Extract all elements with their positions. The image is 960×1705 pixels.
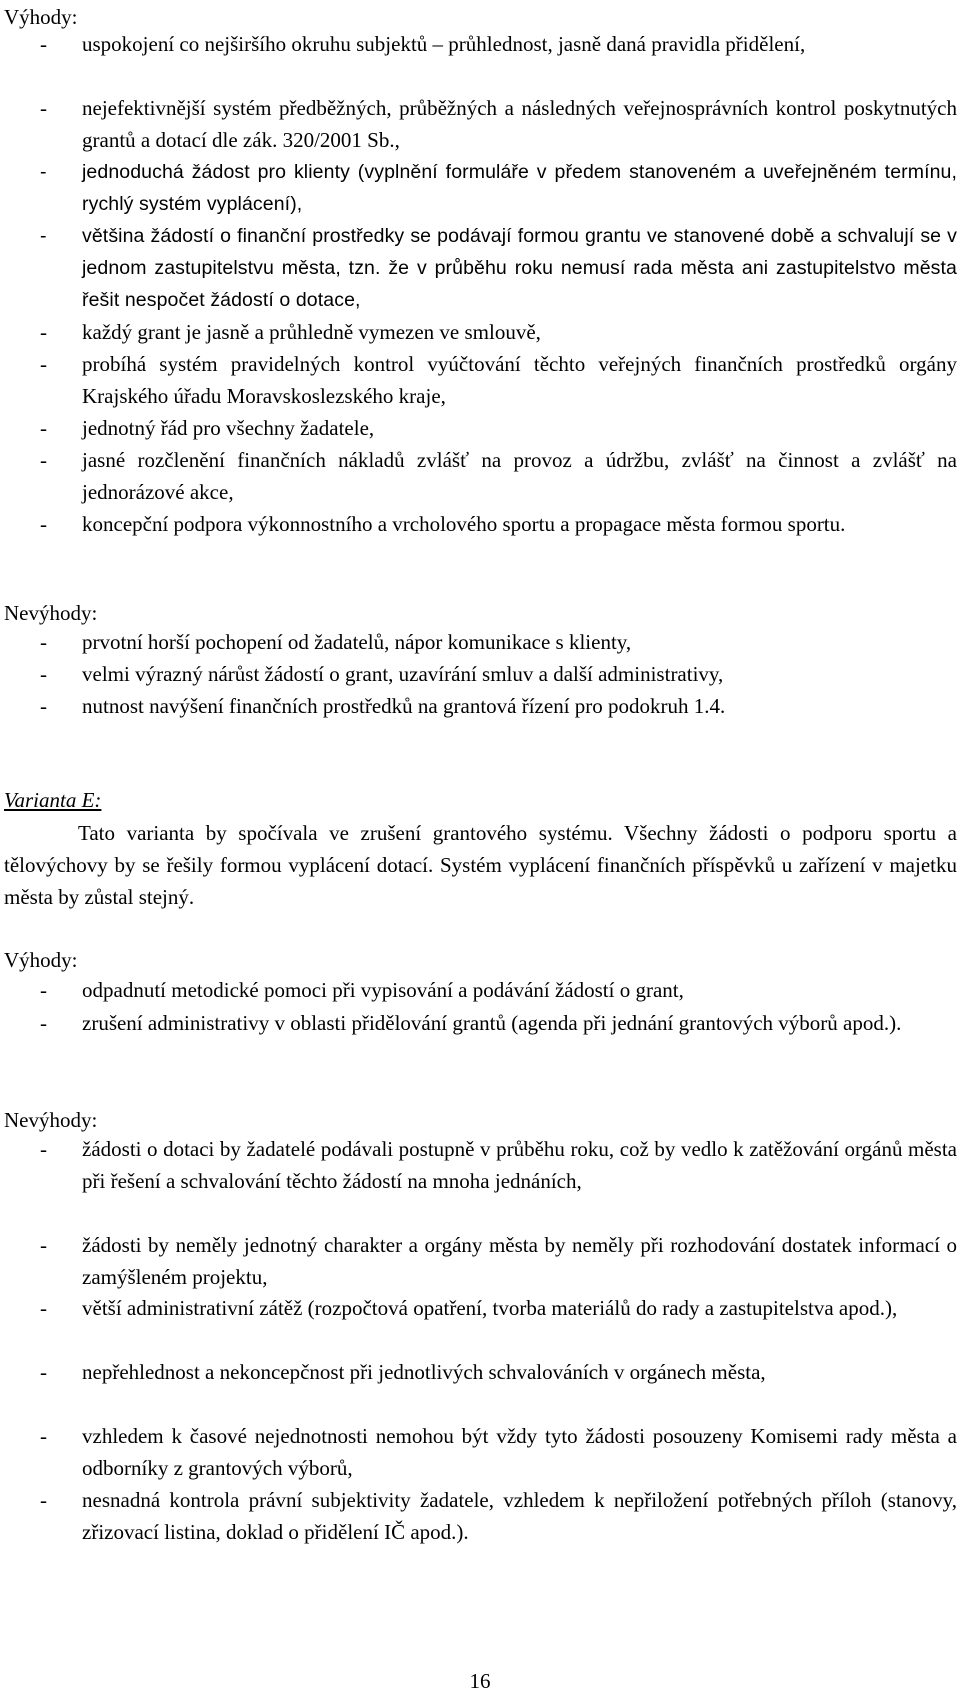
list-item-text: velmi výrazný nárůst žádostí o grant, uzavírání smluv a další administrativy, (82, 662, 724, 686)
list-dash: - (40, 1296, 47, 1320)
list-item-text: každý grant je jasně a průhledně vymezen ve smlouvě, (82, 320, 541, 344)
list-dash: - (40, 96, 47, 120)
page-number: 16 (469, 1669, 491, 1693)
list-item (4, 626, 957, 658)
list-dash: - (40, 694, 47, 718)
list-item-text: nesnadná kontrola právní subjektivity žadatele, vzhledem k nepřiložení potřebných příloh (stanovy, zřizovací listina, doklad o přidělení IČ apod.). (82, 1488, 957, 1544)
list-item-text: žádosti o dotaci by žadatelé podávali postupně v průběhu roku, což by vedlo k zatěžování orgánů města při řešení a schvalování těchto žádostí na mnoha jednáních, (82, 1137, 957, 1193)
list-item (4, 1484, 957, 1548)
list-dash: - (40, 1011, 47, 1035)
list-dash: - (40, 630, 47, 654)
list-item-text: uspokojení co nejširšího okruhu subjektů – průhlednost, jasně daná pravidla přidělení, (82, 32, 806, 56)
list-item (4, 1420, 957, 1484)
list-item-text: jednoduchá žádost pro klienty (vyplnění formuláře v předem stanoveném a uveřejněném termínu, rychlý systém vyplácení), (82, 161, 957, 215)
list-item (4, 690, 957, 722)
list-item-text: koncepční podpora výkonnostního a vrcholového sportu a propagace města formou sportu. (82, 512, 846, 536)
list-item (4, 412, 957, 444)
list-item-text: prvotní horší pochopení od žadatelů, nápor komunikace s klienty, (82, 630, 632, 654)
list-item-text: jasné rozčlenění finančních nákladů zvlášť na provoz a údržbu, zvlášť na činnost a zvlášť na jednorázové akce, (82, 448, 957, 504)
variant-title: Varianta E: (4, 788, 102, 812)
list-item (4, 156, 957, 220)
list-item-text: vzhledem k časové nejednotnosti nemohou být vždy tyto žádosti posouzeny Komisemi rady města a odborníky z grantových výborů, (82, 1424, 957, 1480)
variant-paragraph (4, 817, 957, 913)
list-item-text: žádosti by neměly jednotný charakter a orgány města by neměly při rozhodování dostatek informací o zamýšleném projektu, (82, 1233, 957, 1289)
list-dash: - (40, 1233, 47, 1257)
list-item (4, 1007, 957, 1039)
list-item-text: probíhá systém pravidelných kontrol vyúčtování těchto veřejných finančních prostředků orgány Krajského úřadu Moravskoslezského kraje, (82, 352, 957, 408)
list-dash: - (40, 416, 47, 440)
list-item (4, 1229, 957, 1293)
list-item-text: nejefektivnější systém předběžných, průběžných a následných veřejnosprávních kontrol poskytnutých grantů a dotací dle zák. 320/2001 Sb., (82, 96, 957, 152)
list-item (4, 508, 957, 540)
list-item-text: většina žádostí o finanční prostředky se podávají formou grantu ve stanovené době a schvalují se v jednom zastupitelstvu města, tzn. že v průběhu roku nemusí rada města ani zastupitelstvo města řešit nespočet žádostí o dotace, (82, 225, 957, 311)
cons-heading: Nevýhody: (4, 1108, 98, 1132)
list-item (4, 974, 957, 1006)
list-dash: - (40, 1424, 47, 1448)
list-item (4, 658, 957, 690)
list-item-text: zrušení administrativy v oblasti přidělování grantů (agenda při jednání grantových výborů apod.). (82, 1011, 902, 1035)
list-dash: - (40, 352, 47, 376)
list-dash: - (40, 32, 47, 56)
list-dash: - (40, 1137, 47, 1161)
list-item (4, 348, 957, 412)
list-item (4, 1292, 957, 1324)
list-item (4, 28, 957, 60)
list-item-text: odpadnutí metodické pomoci při vypisování a podávání žádostí o grant, (82, 978, 684, 1002)
list-item (4, 92, 957, 156)
list-item-text: jednotný řád pro všechny žadatele, (82, 416, 375, 440)
list-item (4, 1356, 957, 1388)
list-dash: - (40, 512, 47, 536)
list-item-text: nepřehlednost a nekoncepčnost při jednotlivých schvalováních v orgánech města, (82, 1360, 766, 1384)
list-dash: - (40, 662, 47, 686)
list-dash: - (40, 1360, 47, 1384)
list-dash: - (40, 225, 47, 247)
list-dash: - (40, 448, 47, 472)
list-item-text: větší administrativní zátěž (rozpočtová opatření, tvorba materiálů do rady a zastupitelstva apod.), (82, 1296, 898, 1320)
list-item (4, 316, 957, 348)
list-item (4, 220, 957, 316)
variant-paragraph-text: Tato varianta by spočívala ve zrušení grantového systému. Všechny žádosti o podporu sportu a tělovýchovy by se řešily formou vyplácení dotací. Systém vyplácení finančních příspěvků u zařízení v majetku města by zůstal stejný. (4, 821, 957, 909)
list-item (4, 444, 957, 508)
list-item-text: nutnost navýšení finančních prostředků na grantová řízení pro podokruh 1.4. (82, 694, 726, 718)
cons-heading: Nevýhody: (4, 601, 98, 625)
list-dash: - (40, 161, 47, 183)
pros-heading: Výhody: (4, 948, 78, 972)
list-dash: - (40, 1488, 47, 1512)
list-dash: - (40, 320, 47, 344)
list-dash: - (40, 978, 47, 1002)
pros-heading: Výhody: (4, 5, 78, 29)
list-item (4, 1133, 957, 1197)
